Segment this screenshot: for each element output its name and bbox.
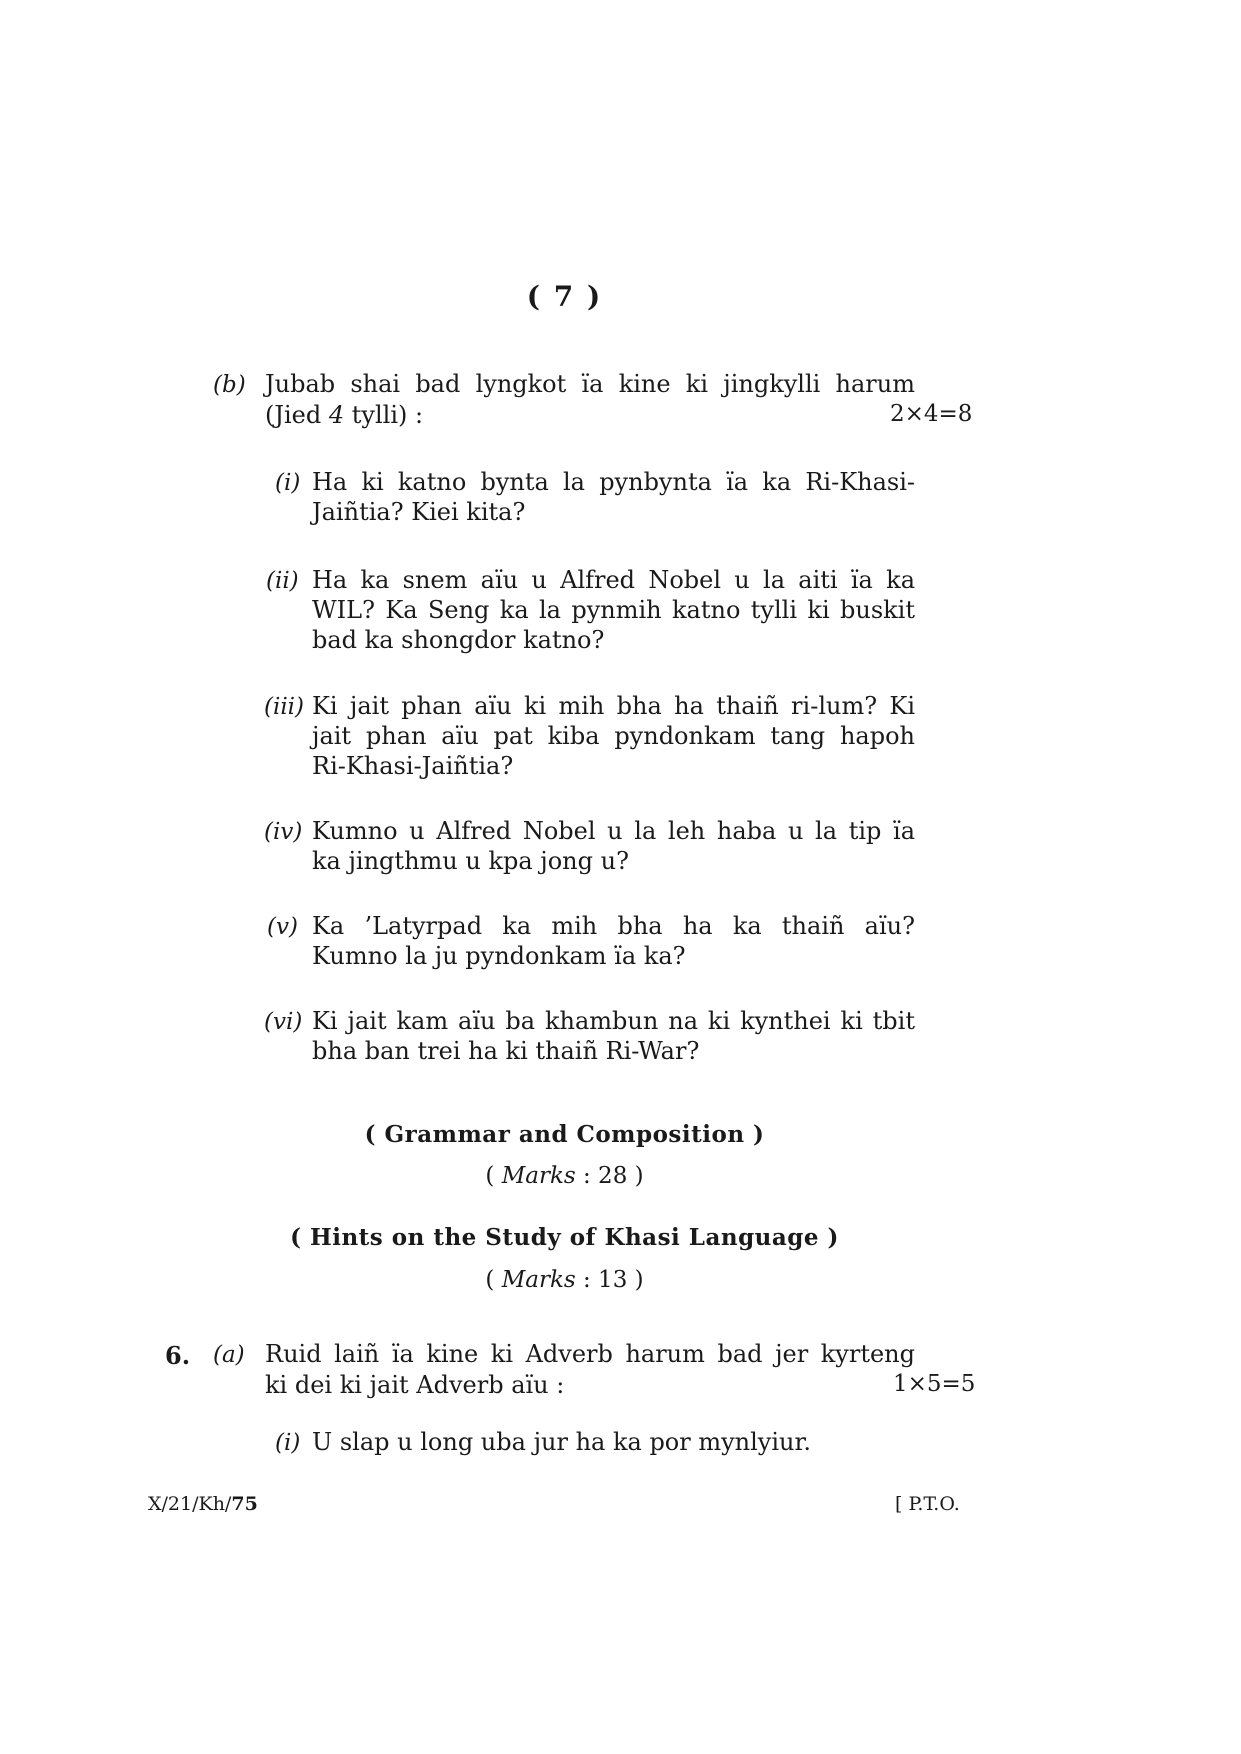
section-marks-grammar: ( Marks : 28 ) [485, 1163, 644, 1189]
item-iv-label: (iv) [264, 819, 303, 845]
section-marks-hints: ( Marks : 13 ) [485, 1267, 644, 1293]
item-i-label: (i) [275, 470, 301, 496]
question-6-number: 6. [165, 1341, 191, 1370]
item-iv-line: ka jingthmu u kpa jong u? [312, 847, 629, 875]
item-iii-line: Ki jait phan aïu ki mih bha ha thaiñ ri-lum? Ki [312, 692, 915, 720]
item-i-line: Ha ki katno bynta la pynbynta ïa ka Ri-Khasi- [312, 468, 915, 496]
footer-code: X/21/Kh/75 [148, 1493, 258, 1515]
question-6a-marks: 1×5=5 [893, 1371, 976, 1397]
question-b-line2: (Jied 4 tylli) : [265, 401, 424, 429]
item-v-line: Ka ’Latyrpad ka mih bha ha ka thaiñ aïu? [312, 912, 915, 940]
item-ii-line: Ha ka snem aïu u Alfred Nobel u la aiti ïa ka [312, 566, 915, 594]
question-6a-line1: Ruid laiñ ïa kine ki Adverb harum bad jer kyrteng [265, 1340, 915, 1368]
item-vi-line: bha ban trei ha ki thaiñ Ri-War? [312, 1037, 700, 1065]
item-iv-line: Kumno u Alfred Nobel u la leh haba u la tip ïa [312, 817, 915, 845]
question-b-label: (b) [213, 372, 246, 398]
question-b-line1: Jubab shai bad lyngkot ïa kine ki jingkylli harum [265, 370, 915, 398]
item-v-label: (v) [267, 914, 298, 940]
question-b-marks: 2×4=8 [890, 401, 973, 427]
item-v-line: Kumno la ju pyndonkam ïa ka? [312, 942, 686, 970]
section-heading-grammar: ( Grammar and Composition ) [364, 1121, 765, 1148]
item-iii-label: (iii) [264, 694, 305, 720]
question-6a-item-i-label: (i) [275, 1430, 301, 1456]
item-vi-label: (vi) [264, 1009, 303, 1035]
item-i-line: Jaiñtia? Kiei kita? [312, 498, 526, 526]
item-iii-line: jait phan aïu pat kiba pyndonkam tang hapoh [312, 722, 915, 750]
item-ii-line: WIL? Ka Seng ka la pynmih katno tylli ki buskit [312, 596, 915, 624]
item-ii-label: (ii) [266, 568, 299, 594]
question-6a-line2: ki dei ki jait Adverb aïu : [265, 1371, 565, 1399]
item-iii-line: Ri-Khasi-Jaiñtia? [312, 752, 514, 780]
item-vi-line: Ki jait kam aïu ba khambun na ki kynthei ki tbit [312, 1007, 915, 1035]
question-6a-item-i-text: U slap u long uba jur ha ka por mynlyiur. [312, 1428, 811, 1456]
page-number: ( 7 ) [526, 280, 603, 313]
footer-pto: [ P.T.O. [895, 1493, 960, 1515]
item-ii-line: bad ka shongdor katno? [312, 626, 605, 654]
section-heading-hints: ( Hints on the Study of Khasi Language ) [290, 1224, 839, 1251]
question-6a-label: (a) [213, 1342, 245, 1368]
